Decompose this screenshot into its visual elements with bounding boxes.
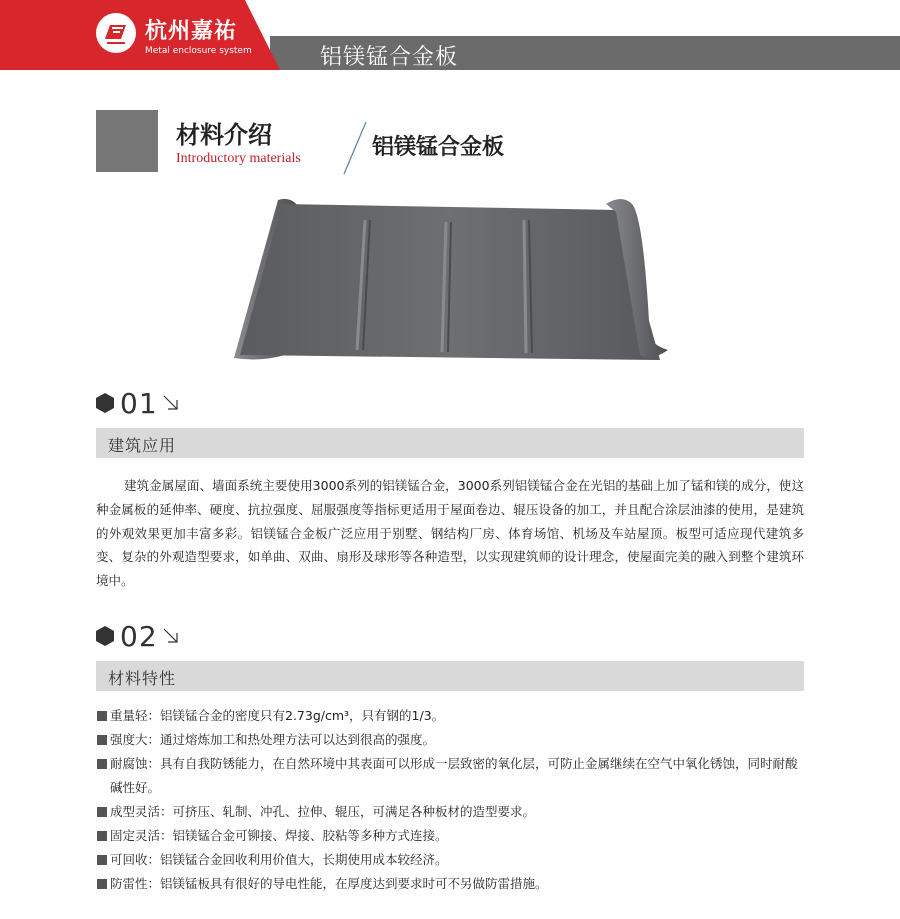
section-1-heading: 建筑应用: [108, 436, 177, 455]
square-bullet-icon: [97, 711, 107, 721]
square-bullet-icon: [97, 807, 107, 817]
square-bullet-icon: [97, 879, 107, 889]
page-header: [0, 0, 900, 70]
property-list: [96, 704, 804, 896]
intro-title-en: Introductory materials: [176, 151, 301, 166]
page-title: 铝镁锰合金板: [320, 45, 459, 70]
slash-divider: [340, 120, 370, 176]
list-item: 强度大：通过熔炼加工和热处理方法可以达到很高的强度。: [96, 728, 804, 752]
intro-accent-square: [96, 110, 158, 172]
list-item: 成型灵活：可挤压、轧制、冲孔、拉伸、辊压，可满足各种板材的造型要求。: [96, 800, 804, 824]
product-image: [220, 190, 680, 365]
company-logo: [96, 13, 136, 53]
list-item: 重量轻：铝镁锰合金的密度只有2.73g/cm³，只有钢的1/3。: [96, 704, 804, 728]
square-bullet-icon: [97, 831, 107, 841]
brand-name-cn: 杭州嘉祐: [145, 19, 238, 44]
arrow-down-right-icon: [162, 627, 180, 645]
section-2-number: 02: [96, 621, 180, 651]
intro-title-cn: 材料介绍: [176, 121, 272, 149]
brand-name-en: Metal enclosure system: [145, 46, 252, 56]
arrow-down-right-icon: [162, 394, 180, 412]
list-item: 固定灵活：铝镁锰合金可铆接、焊接、胶粘等多种方式连接。: [96, 824, 804, 848]
intro-product-name: 铝镁锰合金板: [372, 135, 505, 160]
hexagon-icon: [96, 393, 114, 413]
square-bullet-icon: [97, 855, 107, 865]
section-1-number: 01: [96, 388, 180, 418]
section-2-heading: 材料特性: [108, 669, 177, 688]
square-bullet-icon: [97, 759, 107, 769]
list-item: 可回收：铝镁锰合金回收利用价值大，长期使用成本较经济。: [96, 848, 804, 872]
section-2-heading-bar: [96, 661, 804, 691]
section-1-paragraph: 建筑金属屋面、墙面系统主要使用3000系列的铝镁锰合金，3000系列铝镁锰合金在光铝的基础上加了锰和镁的成分，使这种金属板的延伸率、硬度、抗拉强度、屈服强度等指标更适用于屋面卷边、辊压设备的加工，并且配合涂层油漆的使用，是建筑的外观效果更加丰富多彩。铝镁锰合金板广泛应用于别墅、钢结构厂房、体育场馆、机场及车站屋顶。板型可适应现代建筑多变、复杂的外观造型要求，如单曲、双曲、扇形及球形等各种造型，以实现建筑师的设计理念，使屋面完美的融入到整个建筑环境中。: [96, 478, 804, 589]
square-bullet-icon: [97, 735, 107, 745]
header-brand-block: [0, 0, 280, 70]
section-1-heading-bar: [96, 428, 804, 458]
list-item: 防雷性：铝镁锰板具有很好的导电性能，在厚度达到要求时可不另做防雷措施。: [96, 872, 804, 896]
list-item: 耐腐蚀：具有自我防锈能力，在自然环境中其表面可以形成一层致密的氧化层，可防止金属继续在空气中氧化锈蚀，同时耐酸碱性好。: [96, 752, 804, 800]
hexagon-icon: [96, 626, 114, 646]
